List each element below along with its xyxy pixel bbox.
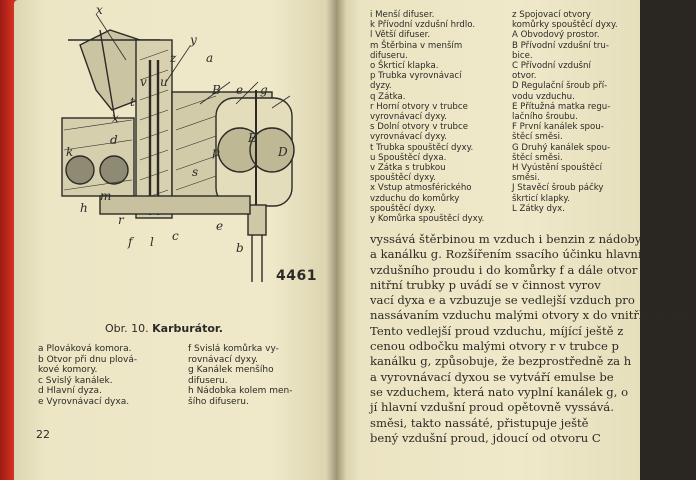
body-line: se vzduchem, která nato vyplní kanálek g, o: [370, 384, 629, 399]
legend-item: A Obvodový prostor.: [512, 30, 600, 41]
callout-a: a: [206, 51, 214, 65]
legend-item: difuseru.: [188, 375, 228, 386]
central-column: [136, 40, 172, 218]
legend-item: B Přívodní vzdušní tru-: [512, 40, 609, 51]
legend-item: e Vyrovnávací dyxa.: [38, 396, 130, 407]
legend-item: G Druhý kanálek spou-: [512, 142, 611, 153]
legend-item: E Přítužná matka regu-: [512, 101, 611, 112]
callout-d: d: [110, 133, 118, 147]
legend-item: y Komůrka spouštěcí dyxy.: [370, 214, 485, 225]
legend-item: b Otvor při dnu plová-: [38, 354, 138, 365]
legend-item: štěcí směsi.: [512, 132, 563, 143]
body-paragraph: [370, 232, 696, 446]
legend-item: škrticí klapky.: [512, 193, 570, 204]
legend-item: s Dolní otvory v trubce: [370, 122, 468, 133]
legend-item: otvor.: [512, 71, 537, 82]
callout-e: e: [236, 83, 244, 97]
callout-e2: e: [216, 219, 224, 233]
legend-item: l Větší difuser.: [370, 30, 431, 41]
legend-item: p Trubka vyrovnávací: [370, 71, 462, 82]
caption-prefix: Obr. 10.: [105, 322, 149, 335]
callout-t: t: [130, 95, 135, 109]
legend-item: L Zátky dyx.: [512, 203, 565, 214]
body-line: bený vzdušní proud, jdoucí od otvoru C: [370, 430, 601, 445]
figure-caption: [105, 322, 223, 335]
legend-item: i Menší difuser.: [370, 10, 435, 20]
callout-f: f: [128, 235, 133, 249]
legend-item: rovnávací dyxy.: [188, 354, 258, 365]
callout-y: y: [190, 33, 197, 47]
legend-item: z Spojovací otvory: [512, 10, 591, 20]
carburetor-diagram: [40, 0, 332, 290]
body-line: nitřní trubky p uvádí se v činnost vyrov: [370, 277, 601, 292]
legend-item: f Svislá komůrka vy-: [188, 344, 279, 354]
body-line: nassávaním vzduchu malými otvory x do vnitřku trubky: [370, 308, 696, 323]
callout-k: k: [66, 145, 74, 159]
legend-item: směsi.: [512, 173, 540, 184]
legend-item: F První kanálek spou-: [512, 122, 604, 133]
body-line: Tento vedlejší proud vzduchu, míjící ještě z: [370, 323, 624, 338]
legend-item: g Kanálek menšího: [188, 365, 274, 375]
callout-h: h: [80, 201, 88, 215]
callout-r: r: [118, 213, 124, 227]
legend-item: vzduchu do komůrky: [370, 193, 460, 204]
page-number: 22: [36, 428, 50, 441]
body-line: směsi, takto nassáté, přistupuje ještě: [370, 415, 589, 430]
legend-item: m Štěrbina v menším: [370, 40, 463, 51]
callout-l: l: [150, 235, 154, 249]
legend-item: D Regulační šroub pří-: [512, 81, 608, 92]
callout-x: x: [96, 3, 103, 17]
legend-item: J Stavěcí šroub páčky: [512, 183, 604, 194]
legend-item: lačního šroubu.: [512, 112, 578, 123]
body-line: vyssává štěrbinou m vzduch i benzin z nádoby: [370, 232, 642, 246]
legend-item: štěcí směsi.: [512, 152, 563, 163]
legend-item: bice.: [512, 50, 533, 61]
legend-item: H Vyústění spouštěcí: [512, 163, 602, 174]
float-left: [66, 156, 94, 184]
float-right: [100, 156, 128, 184]
caption-title: Karburátor.: [152, 322, 223, 335]
legend-item: h Nádobka kolem men-: [188, 386, 293, 396]
body-line: a vyrovnávací dyxou se vytváří emulse be: [370, 369, 614, 384]
legend-item: c Svislý kanálek.: [38, 375, 113, 386]
legend-item: x Vstup atmosférického: [370, 183, 472, 194]
legend-item: C Přívodní vzdušní: [512, 61, 591, 72]
legend-item: vodu vzduchu.: [512, 91, 575, 102]
callout-u: u: [160, 75, 168, 89]
callout-z: z: [170, 51, 177, 65]
body-line: kanálku g, způsobuje, že bezprostředně za h: [370, 354, 632, 369]
body-line: vací dyxa e a vzbuzuje se vedlejší vzduch pro: [370, 293, 635, 308]
body-line: a kanálku g. Rozšířením ssacího účinku hlavní: [370, 247, 642, 262]
callout-s: s: [192, 165, 199, 179]
legend-item: v Zátka s trubkou: [370, 163, 446, 174]
legend-middle: [188, 344, 324, 407]
callout-c: c: [172, 229, 179, 243]
legend-item: šího difuseru.: [188, 396, 249, 407]
callout-g: g: [260, 83, 268, 97]
legend-item: t Trubka spouštěcí dyxy.: [370, 142, 474, 153]
legend-item: dyzy.: [370, 81, 392, 92]
callout-v: v: [140, 75, 147, 89]
base-plate: [100, 196, 250, 214]
legend-item: vyrovnávací dyxy.: [370, 132, 447, 143]
legend-item: difuseru.: [370, 50, 408, 61]
legend-item: q Zátka.: [370, 91, 406, 102]
carburetor-drawing: [40, 0, 332, 290]
legend-item: a Plováková komora.: [38, 344, 132, 354]
legend-item: vyrovnávací dyxy.: [370, 112, 447, 123]
legend-item: spouštěcí dyxy.: [370, 173, 436, 184]
callout-D: D: [278, 145, 288, 159]
callout-p: p: [212, 145, 220, 159]
legend-item: spouštěcí dyxy.: [370, 203, 436, 214]
figure-number: 4461: [276, 268, 317, 284]
legend-left: [38, 344, 158, 407]
callout-B: B: [212, 83, 221, 97]
body-line: vzdušního proudu i do komůrky f a dále otvor: [370, 262, 638, 277]
callout-E: E: [248, 131, 257, 145]
legend-item: d Hlavní dyza.: [38, 386, 102, 396]
body-line: jí hlavní vzdušní proud opětovně vyssává.: [370, 400, 614, 415]
callout-m: m: [100, 189, 112, 203]
legend-right-column-b: [512, 10, 640, 214]
legend-item: o Škrticí klapka.: [370, 61, 439, 72]
legend-item: komůrky spouštěcí dyxy.: [512, 20, 618, 31]
legend-item: k Přívodní vzdušní hrdlo.: [370, 20, 476, 31]
callout-q: x: [112, 111, 119, 125]
legend-item: u Spouštěcí dyxa.: [370, 152, 447, 163]
legend-right-column-a: [370, 10, 510, 224]
body-line: cenou odbočku malými otvory r v trubce p: [370, 339, 619, 354]
callout-b: b: [236, 241, 244, 255]
legend-item: kové komory.: [38, 365, 98, 375]
legend-item: r Horní otvory v trubce: [370, 101, 468, 112]
